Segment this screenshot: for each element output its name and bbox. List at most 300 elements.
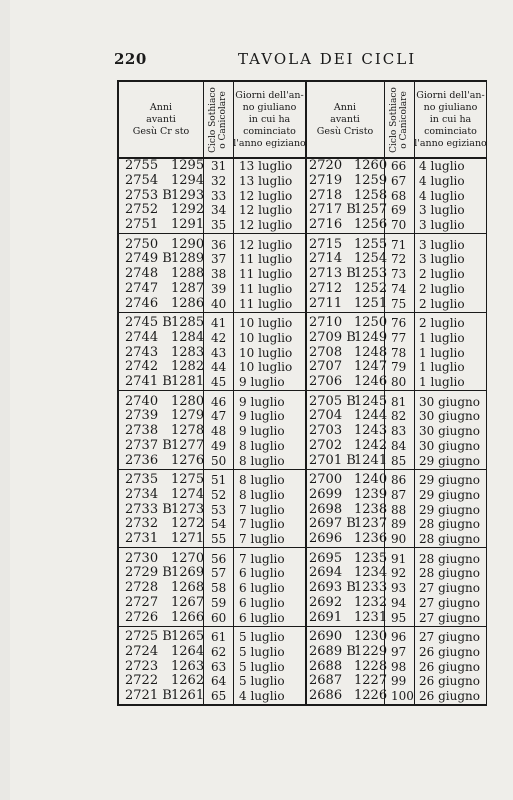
header-cycle-right (384, 82, 414, 157)
year-secondary-right: 1240 (354, 472, 388, 487)
header-line: o Canicolare (399, 90, 410, 149)
year-bc-right: 2720 (309, 158, 343, 173)
cycle-number-right: 100 (391, 689, 414, 704)
julian-day-left: 11 luglio (239, 252, 293, 267)
cycle-number-right: 97 (391, 644, 407, 659)
year-bc-right: 2705 B (309, 393, 356, 409)
julian-day-right: 4 luglio (419, 159, 465, 173)
year-bc-right: 2707 (309, 359, 343, 375)
header-line: in cui ha (248, 113, 291, 125)
julian-day-right: 2 luglio (419, 267, 465, 282)
table-row (119, 473, 486, 488)
row-group (119, 157, 486, 234)
year-secondary-right: 1260 (354, 158, 388, 173)
year-bc-left: 2747 (125, 280, 159, 296)
julian-day-right: 1 luglio (419, 345, 465, 360)
year-bc-right: 2696 (309, 531, 343, 547)
year-secondary-left: 1291 (171, 217, 205, 233)
year-bc-right: 2714 (309, 251, 343, 267)
header-line: avanti (146, 113, 176, 125)
year-bc-right: 2698 (309, 501, 343, 517)
cycle-number-right: 68 (391, 188, 407, 203)
julian-day-left: 7 luglio (239, 532, 285, 547)
julian-day-right: 2 luglio (419, 296, 465, 311)
row-group (119, 314, 486, 391)
cycle-number-right: 72 (391, 252, 407, 267)
julian-day-left: 9 luglio (239, 394, 285, 409)
year-secondary-left: 1271 (171, 531, 205, 547)
year-secondary-left: 1272 (171, 516, 205, 532)
year-secondary-left: 1284 (171, 329, 205, 345)
cycle-number-right: 82 (391, 409, 407, 424)
table-header (119, 82, 486, 159)
table-row (119, 203, 486, 218)
cycle-number-right: 98 (391, 659, 407, 674)
julian-day-left: 5 luglio (239, 674, 285, 689)
cycle-number-left: 41 (211, 316, 227, 330)
cycle-number-right: 69 (391, 203, 407, 218)
year-secondary-right: 1255 (354, 236, 388, 252)
year-bc-right: 2709 B (309, 329, 356, 345)
julian-day-left: 11 luglio (239, 281, 293, 296)
cycle-number-left: 31 (211, 159, 227, 173)
year-secondary-right: 1251 (354, 295, 388, 311)
cycle-number-left: 57 (211, 566, 227, 581)
year-secondary-left: 1265 (171, 629, 205, 644)
year-bc-right: 2686 (309, 688, 343, 704)
julian-day-right: 30 giugno (419, 394, 480, 409)
julian-day-right: 2 luglio (419, 281, 465, 296)
header-line: Giorni dell'an- (235, 89, 304, 101)
julian-day-left: 10 luglio (239, 345, 293, 360)
year-bc-left: 2735 (125, 472, 159, 487)
julian-day-right: 26 giugno (419, 659, 480, 674)
julian-day-right: 1 luglio (419, 330, 465, 345)
julian-day-left: 7 luglio (239, 551, 285, 566)
header-days-left (233, 82, 306, 157)
year-bc-left: 2740 (125, 393, 159, 409)
year-secondary-right: 1249 (354, 329, 388, 345)
table-row (119, 316, 486, 331)
table-row (119, 689, 486, 704)
page-number: 220 (114, 50, 147, 68)
cycle-number-right: 91 (391, 551, 407, 566)
cycle-table (117, 80, 487, 706)
year-secondary-left: 1262 (171, 673, 205, 689)
table-row (119, 218, 486, 233)
year-bc-left: 2745 B (125, 315, 172, 330)
table-row (119, 395, 486, 410)
year-secondary-right: 1252 (354, 280, 388, 296)
year-bc-right: 2697 B (309, 516, 356, 532)
header-line: Ciclo Sothiaco (389, 86, 400, 153)
cycle-number-left: 53 (211, 502, 227, 517)
julian-day-right: 28 giugno (419, 517, 480, 532)
year-secondary-left: 1286 (171, 295, 205, 311)
julian-day-right: 30 giugno (419, 409, 480, 424)
julian-day-left: 11 luglio (239, 296, 293, 311)
header-line: no giuliano (423, 101, 478, 113)
year-secondary-right: 1238 (354, 501, 388, 517)
header-line: no giuliano (242, 101, 297, 113)
header-line: Gesù Cristo (316, 125, 374, 137)
cycle-number-right: 84 (391, 438, 407, 453)
year-secondary-left: 1273 (171, 501, 205, 517)
year-bc-right: 2719 (309, 172, 343, 188)
year-bc-right: 2717 B (309, 202, 356, 218)
julian-day-left: 12 luglio (239, 237, 293, 252)
cycle-number-right: 85 (391, 453, 407, 468)
year-bc-left: 2755 (125, 158, 159, 173)
cycle-number-right: 95 (391, 610, 407, 625)
julian-day-right: 28 giugno (419, 566, 480, 581)
julian-day-right: 3 luglio (419, 203, 465, 218)
julian-day-left: 12 luglio (239, 218, 293, 233)
year-secondary-right: 1256 (354, 217, 388, 233)
cycle-number-left: 56 (211, 551, 227, 566)
cycle-number-right: 79 (391, 360, 407, 375)
julian-day-right: 29 giugno (419, 502, 480, 517)
julian-day-left: 8 luglio (239, 438, 285, 453)
year-bc-left: 2733 B (125, 501, 172, 517)
year-bc-left: 2753 B (125, 187, 172, 203)
cycle-number-left: 60 (211, 610, 227, 625)
table-row (119, 488, 486, 503)
julian-day-right: 3 luglio (419, 237, 465, 252)
header-years-bc-right (306, 82, 384, 157)
julian-day-left: 7 luglio (239, 517, 285, 532)
year-secondary-left: 1270 (171, 550, 205, 566)
julian-day-left: 6 luglio (239, 566, 285, 581)
cycle-number-left: 48 (211, 424, 227, 439)
cycle-number-left: 64 (211, 674, 227, 689)
julian-day-right: 2 luglio (419, 316, 465, 330)
julian-day-right: 27 giugno (419, 630, 480, 644)
table-row (119, 532, 486, 547)
cycle-number-right: 78 (391, 345, 407, 360)
table-row (119, 331, 486, 346)
year-secondary-left: 1277 (171, 437, 205, 453)
header-line: Anni (333, 101, 357, 113)
cycle-number-right: 77 (391, 330, 407, 345)
year-bc-right: 2704 (309, 408, 343, 424)
cycle-number-right: 96 (391, 630, 407, 644)
year-secondary-left: 1278 (171, 423, 205, 439)
cycle-number-right: 87 (391, 487, 407, 502)
table-row (119, 611, 486, 626)
julian-day-right: 1 luglio (419, 360, 465, 375)
cycle-number-right: 74 (391, 281, 407, 296)
year-secondary-right: 1232 (354, 594, 388, 610)
year-secondary-right: 1254 (354, 251, 388, 267)
cycle-number-left: 65 (211, 689, 227, 704)
cycle-number-right: 75 (391, 296, 407, 311)
julian-day-right: 3 luglio (419, 218, 465, 233)
header-days-right (414, 82, 487, 157)
year-secondary-left: 1266 (171, 609, 205, 625)
cycle-number-right: 70 (391, 218, 407, 233)
year-bc-left: 2725 B (125, 629, 172, 644)
table-row (119, 517, 486, 532)
table-row (119, 238, 486, 253)
year-secondary-left: 1263 (171, 658, 205, 674)
cycle-number-left: 59 (211, 595, 227, 610)
year-bc-left: 2728 (125, 580, 159, 596)
julian-day-left: 8 luglio (239, 453, 285, 468)
cycle-number-right: 88 (391, 502, 407, 517)
year-secondary-right: 1246 (354, 374, 388, 390)
table-row (119, 174, 486, 189)
year-secondary-right: 1234 (354, 565, 388, 581)
cycle-number-left: 39 (211, 281, 227, 296)
julian-day-left: 10 luglio (239, 360, 293, 375)
cycle-number-left: 52 (211, 487, 227, 502)
table-row (119, 252, 486, 267)
table-row (119, 346, 486, 361)
year-bc-left: 2738 (125, 423, 159, 439)
year-bc-right: 2688 (309, 658, 343, 674)
cycle-number-left: 33 (211, 188, 227, 203)
cycle-number-right: 83 (391, 424, 407, 439)
year-secondary-left: 1290 (171, 236, 205, 252)
year-bc-left: 2750 (125, 236, 159, 252)
cycle-number-right: 67 (391, 173, 407, 188)
cycle-number-right: 80 (391, 375, 407, 390)
year-bc-right: 2712 (309, 280, 343, 296)
year-bc-right: 2703 (309, 423, 343, 439)
julian-day-left: 8 luglio (239, 487, 285, 502)
cycle-number-left: 42 (211, 330, 227, 345)
year-bc-right: 2710 (309, 315, 343, 330)
year-bc-left: 2744 (125, 329, 159, 345)
julian-day-right: 1 luglio (419, 375, 465, 390)
year-bc-left: 2724 (125, 643, 159, 659)
year-secondary-left: 1282 (171, 359, 205, 375)
cycle-number-left: 34 (211, 203, 227, 218)
cycle-number-right: 94 (391, 595, 407, 610)
julian-day-right: 3 luglio (419, 252, 465, 267)
header-line: Gesù Cr sto (132, 125, 190, 137)
header-line: o Canicolare (218, 90, 229, 149)
julian-day-right: 27 giugno (419, 610, 480, 625)
julian-day-left: 5 luglio (239, 659, 285, 674)
year-bc-left: 2723 (125, 658, 159, 674)
year-bc-right: 2711 (309, 295, 343, 311)
year-bc-left: 2736 (125, 452, 159, 468)
julian-day-left: 8 luglio (239, 473, 285, 487)
julian-day-right: 30 giugno (419, 424, 480, 439)
cycle-number-right: 89 (391, 517, 407, 532)
julian-day-left: 12 luglio (239, 188, 293, 203)
header-line: Ciclo Sothiaco (208, 86, 219, 153)
year-bc-left: 2746 (125, 295, 159, 311)
cycle-number-right: 90 (391, 532, 407, 547)
year-secondary-left: 1288 (171, 266, 205, 282)
cycle-number-left: 44 (211, 360, 227, 375)
year-secondary-right: 1259 (354, 172, 388, 188)
row-group (119, 471, 486, 548)
year-secondary-left: 1276 (171, 452, 205, 468)
year-bc-right: 2713 B (309, 266, 356, 282)
year-bc-left: 2752 (125, 202, 159, 218)
cycle-number-left: 37 (211, 252, 227, 267)
row-group (119, 550, 486, 627)
cycle-number-left: 46 (211, 394, 227, 409)
year-bc-right: 2691 (309, 609, 343, 625)
year-bc-left: 2748 (125, 266, 159, 282)
julian-day-right: 27 giugno (419, 595, 480, 610)
julian-day-left: 13 luglio (239, 173, 293, 188)
year-secondary-right: 1228 (354, 658, 388, 674)
julian-day-left: 10 luglio (239, 316, 293, 330)
year-secondary-right: 1233 (354, 580, 388, 596)
table-row (119, 267, 486, 282)
cycle-number-left: 36 (211, 237, 227, 252)
year-secondary-right: 1253 (354, 266, 388, 282)
year-secondary-left: 1293 (171, 187, 205, 203)
table-row (119, 282, 486, 297)
cycle-number-left: 63 (211, 659, 227, 674)
year-bc-left: 2741 B (125, 374, 172, 390)
header-line: l'anno egiziano (414, 137, 487, 149)
cycle-number-right: 71 (391, 237, 407, 252)
table-row (119, 630, 486, 645)
year-secondary-left: 1280 (171, 393, 205, 409)
year-bc-right: 2708 (309, 344, 343, 360)
julian-day-right: 28 giugno (419, 532, 480, 547)
year-bc-right: 2716 (309, 217, 343, 233)
cycle-number-left: 55 (211, 532, 227, 547)
year-bc-left: 2721 B (125, 688, 172, 704)
year-secondary-left: 1264 (171, 643, 205, 659)
table-row (119, 454, 486, 469)
table-row (119, 566, 486, 581)
year-secondary-left: 1281 (171, 374, 205, 390)
year-secondary-left: 1295 (171, 158, 205, 173)
year-secondary-left: 1274 (171, 486, 205, 502)
julian-day-left: 10 luglio (239, 330, 293, 345)
julian-day-left: 7 luglio (239, 502, 285, 517)
table-row (119, 409, 486, 424)
julian-day-left: 6 luglio (239, 581, 285, 596)
year-secondary-right: 1239 (354, 486, 388, 502)
table-row (119, 660, 486, 675)
cycle-number-right: 81 (391, 394, 407, 409)
julian-day-left: 5 luglio (239, 630, 285, 644)
year-secondary-right: 1250 (354, 315, 388, 330)
julian-day-left: 9 luglio (239, 409, 285, 424)
year-secondary-right: 1241 (354, 452, 388, 468)
table-row (119, 297, 486, 312)
running-title: TAVOLA DEI CICLI (238, 50, 417, 68)
cycle-number-left: 45 (211, 375, 227, 390)
year-secondary-left: 1267 (171, 594, 205, 610)
year-bc-left: 2751 (125, 217, 159, 233)
table-row (119, 424, 486, 439)
julian-day-right: 4 luglio (419, 173, 465, 188)
header-line: avanti (330, 113, 360, 125)
header-line: cominciato (243, 125, 296, 137)
year-secondary-right: 1248 (354, 344, 388, 360)
year-secondary-right: 1243 (354, 423, 388, 439)
year-bc-right: 2701 B (309, 452, 356, 468)
year-bc-right: 2689 B (309, 643, 356, 659)
year-secondary-left: 1275 (171, 472, 205, 487)
year-bc-left: 2742 (125, 359, 159, 375)
table-row (119, 552, 486, 567)
year-bc-left: 2734 (125, 486, 159, 502)
year-bc-right: 2692 (309, 594, 343, 610)
year-secondary-left: 1268 (171, 580, 205, 596)
cycle-number-left: 47 (211, 409, 227, 424)
header-line: Giorni dell'an- (416, 89, 485, 101)
cycle-number-left: 35 (211, 218, 227, 233)
julian-day-right: 28 giugno (419, 551, 480, 566)
julian-day-right: 26 giugno (419, 674, 480, 689)
cycle-number-left: 62 (211, 644, 227, 659)
year-secondary-right: 1230 (354, 629, 388, 644)
cycle-number-right: 99 (391, 674, 407, 689)
row-group (119, 393, 486, 470)
year-secondary-left: 1269 (171, 565, 205, 581)
cycle-number-left: 40 (211, 296, 227, 311)
cycle-number-right: 86 (391, 473, 407, 487)
julian-day-right: 26 giugno (419, 644, 480, 659)
year-bc-right: 2715 (309, 236, 343, 252)
cycle-number-right: 73 (391, 267, 407, 282)
year-secondary-right: 1242 (354, 437, 388, 453)
year-bc-right: 2706 (309, 374, 343, 390)
year-bc-left: 2729 B (125, 565, 172, 581)
year-bc-right: 2695 (309, 550, 343, 566)
julian-day-left: 5 luglio (239, 644, 285, 659)
table-row (119, 596, 486, 611)
year-bc-left: 2730 (125, 550, 159, 566)
cycle-number-right: 93 (391, 581, 407, 596)
julian-day-left: 12 luglio (239, 203, 293, 218)
table-row (119, 439, 486, 454)
year-secondary-right: 1236 (354, 531, 388, 547)
year-secondary-right: 1245 (354, 393, 388, 409)
julian-day-left: 13 luglio (239, 159, 293, 173)
julian-day-left: 11 luglio (239, 267, 293, 282)
table-row (119, 360, 486, 375)
year-bc-left: 2743 (125, 344, 159, 360)
header-cycle-left (203, 82, 233, 157)
julian-day-right: 27 giugno (419, 581, 480, 596)
julian-day-right: 29 giugno (419, 453, 480, 468)
book-page (10, 0, 513, 800)
cycle-number-left: 32 (211, 173, 227, 188)
year-bc-left: 2737 B (125, 437, 172, 453)
header-line: in cui ha (429, 113, 472, 125)
year-secondary-left: 1287 (171, 280, 205, 296)
table-row (119, 581, 486, 596)
year-secondary-right: 1226 (354, 688, 388, 704)
table-row (119, 674, 486, 689)
year-secondary-left: 1283 (171, 344, 205, 360)
year-bc-right: 2702 (309, 437, 343, 453)
julian-day-left: 6 luglio (239, 595, 285, 610)
table-row (119, 189, 486, 204)
cycle-number-left: 50 (211, 453, 227, 468)
year-secondary-left: 1261 (171, 688, 205, 704)
year-bc-left: 2754 (125, 172, 159, 188)
year-bc-left: 2727 (125, 594, 159, 610)
year-bc-left: 2739 (125, 408, 159, 424)
cycle-number-left: 54 (211, 517, 227, 532)
year-bc-left: 2731 (125, 531, 159, 547)
